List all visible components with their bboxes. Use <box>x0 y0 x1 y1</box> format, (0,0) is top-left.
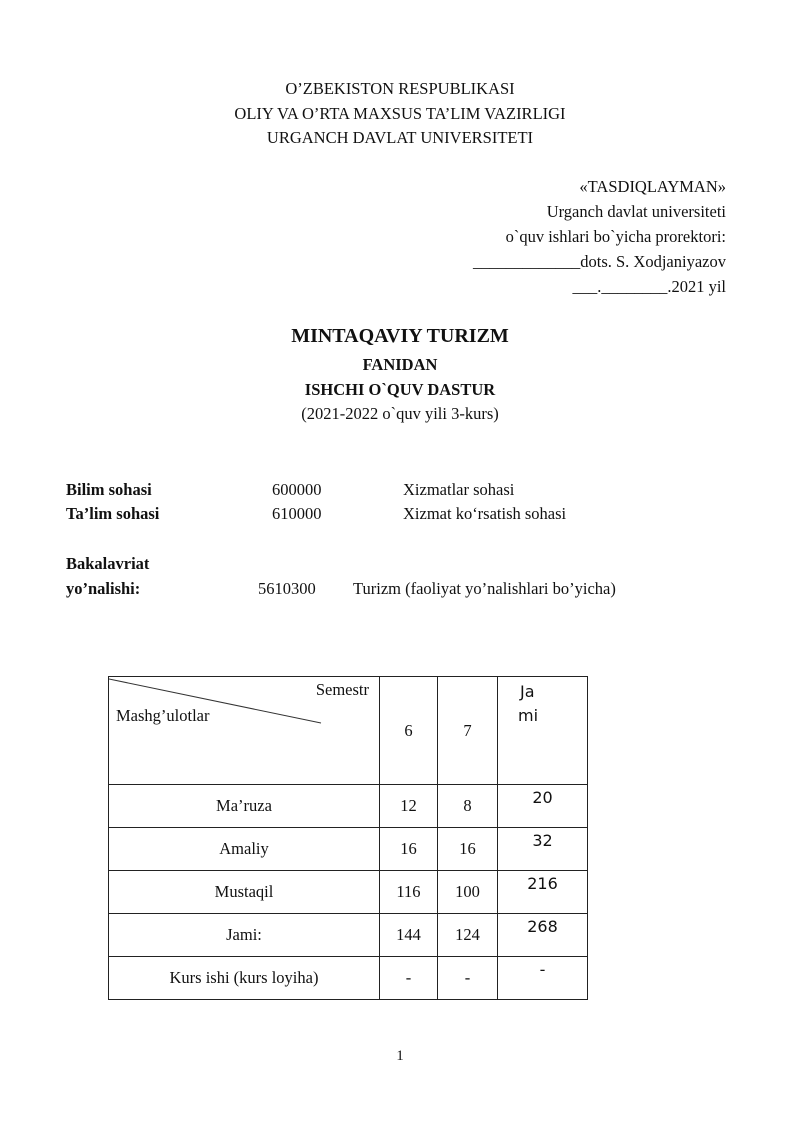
jami-value: 32 <box>498 828 588 871</box>
semester-6-value: 144 <box>380 914 438 957</box>
university-name: URGANCH DAVLAT UNIVERSITETI <box>266 128 534 147</box>
bilim-sohasi-label: Bilim sohasi <box>66 480 152 499</box>
table-row <box>109 828 588 871</box>
semester-6-value: - <box>380 957 438 1000</box>
bilim-sohasi-name: Xizmatlar sohasi <box>403 480 515 499</box>
table-corner-cell <box>109 677 380 785</box>
semester-6-value: 16 <box>380 828 438 871</box>
bakalavriat-name: Turizm (faoliyat yo’nalishlari bo’yicha) <box>353 579 616 598</box>
jami-header <box>498 677 588 785</box>
row-label: Amaliy <box>109 828 380 871</box>
ministry-country: O’ZBEKISTON RESPUBLIKASI <box>285 79 515 98</box>
talim-sohasi-label: Ta’lim sohasi <box>66 504 160 523</box>
semester-6-header: 6 <box>380 677 438 785</box>
subject-title: MINTAQAVIY TURIZM <box>291 325 509 347</box>
bakalavriat-code: 5610300 <box>258 579 316 598</box>
table-row <box>109 785 588 828</box>
approval-date: ___.________.2021 yil <box>572 277 726 296</box>
semester-7-value: 124 <box>438 914 498 957</box>
row-label: Mustaqil <box>109 871 380 914</box>
bilim-sohasi-code: 600000 <box>272 480 322 499</box>
table-row <box>109 871 588 914</box>
mashgulotlar-header: Mashg’ulotlar <box>116 706 210 725</box>
hours-table <box>108 676 588 1000</box>
talim-sohasi-code: 610000 <box>272 504 322 523</box>
semester-7-value: - <box>438 957 498 1000</box>
table-row <box>109 957 588 1000</box>
table-row <box>109 914 588 957</box>
semestr-header: Semestr <box>315 680 369 699</box>
academic-year: (2021-2022 o`quv yili 3-kurs) <box>301 404 499 423</box>
page-number: 1 <box>396 1048 404 1064</box>
fanidan-label: FANIDAN <box>362 355 438 374</box>
approval-university: Urganch davlat universiteti <box>546 202 726 221</box>
semester-6-value: 116 <box>380 871 438 914</box>
jami-header-part1: Ja <box>520 682 535 701</box>
jami-value: 216 <box>498 871 588 914</box>
table-header-row <box>109 677 588 785</box>
row-label: Kurs ishi (kurs loyiha) <box>109 957 380 1000</box>
semester-6-value: 12 <box>380 785 438 828</box>
semester-7-value: 100 <box>438 871 498 914</box>
jami-value: 20 <box>498 785 588 828</box>
jami-value: - <box>498 957 588 1000</box>
talim-sohasi-name: Xizmat ko‘rsatish sohasi <box>403 504 567 523</box>
jami-header-part2: mi <box>518 706 539 725</box>
yonalishi-label: yo’nalishi: <box>66 579 141 598</box>
row-label: Jami: <box>109 914 380 957</box>
approval-signature: _____________dots. S. Xodjaniyazov <box>473 252 726 271</box>
bakalavriat-label: Bakalavriat <box>66 554 150 573</box>
program-title: ISHCHI O`QUV DASTUR <box>304 380 496 399</box>
approval-position: o`quv ishlari bo`yicha prorektori: <box>505 227 726 246</box>
semester-7-header: 7 <box>438 677 498 785</box>
semester-7-value: 8 <box>438 785 498 828</box>
jami-value: 268 <box>498 914 588 957</box>
semester-7-value: 16 <box>438 828 498 871</box>
ministry-name: OLIY VA O’RTA MAXSUS TA’LIM VAZIRLIGI <box>234 104 566 123</box>
row-label: Ma’ruza <box>109 785 380 828</box>
approval-title: «TASDIQLAYMAN» <box>579 177 726 196</box>
